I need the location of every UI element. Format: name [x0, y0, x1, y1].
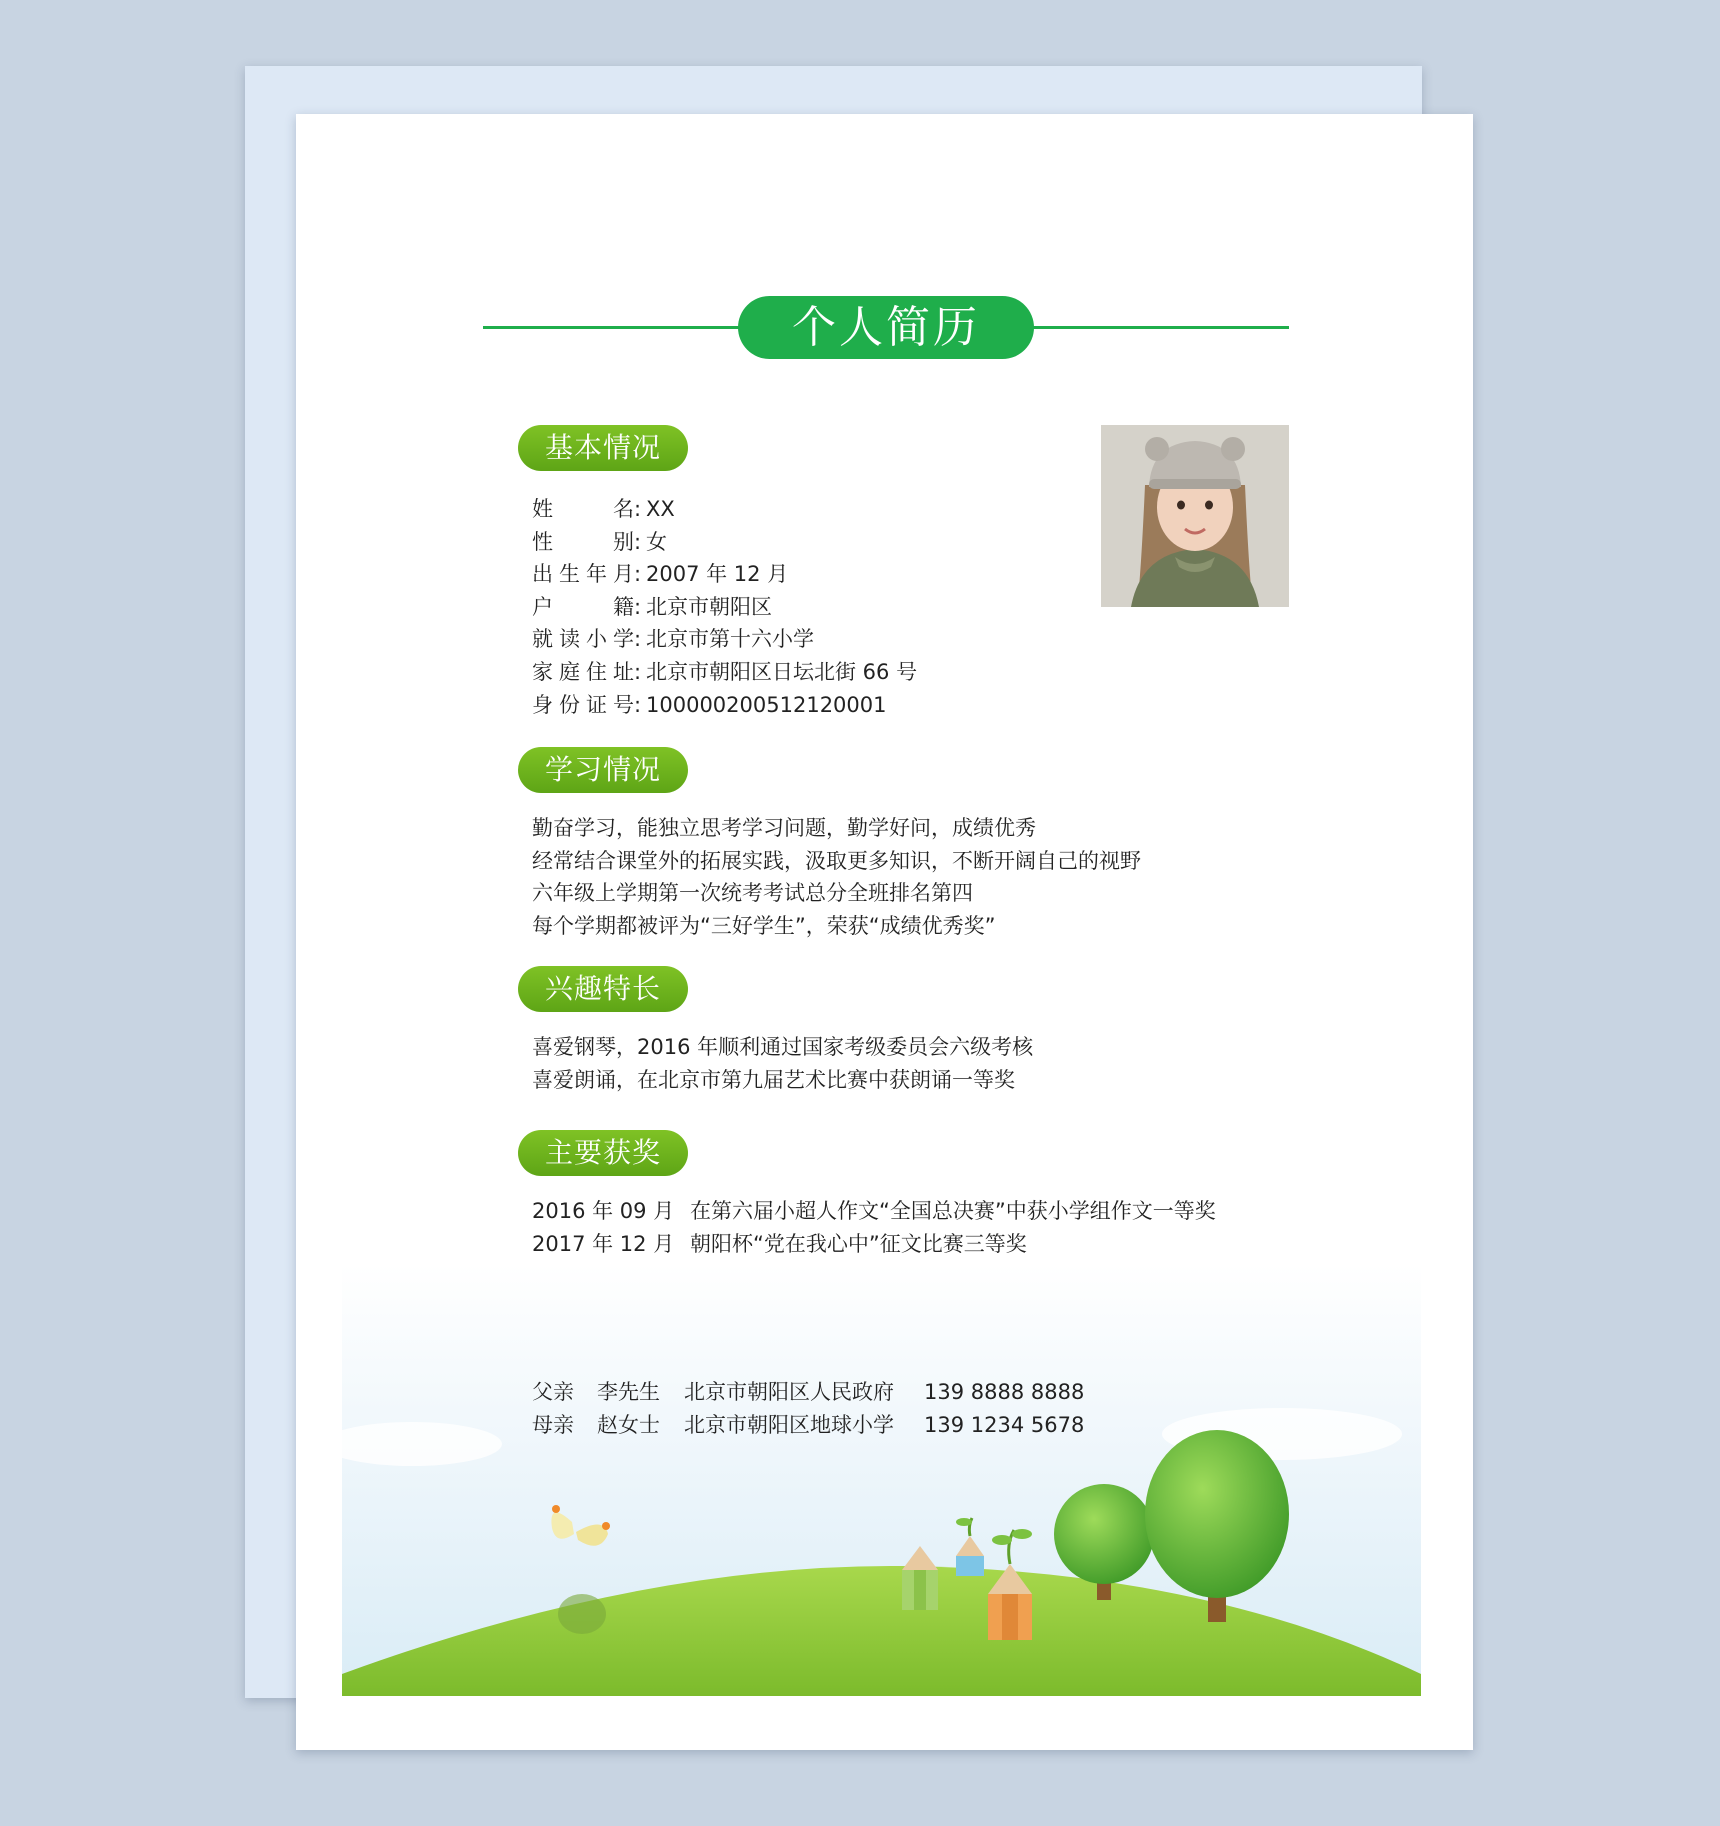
section-heading-study: 学习情况	[518, 747, 688, 793]
award-date: 2017 年 12 月	[532, 1231, 675, 1256]
field-label: 就读小学	[532, 627, 634, 652]
award-item	[532, 1228, 1216, 1261]
section-heading-hobby: 兴趣特长	[518, 966, 688, 1012]
basic-info-list	[532, 493, 917, 721]
field-value: 2007 年 12 月	[646, 562, 789, 587]
study-list	[532, 812, 1141, 942]
award-desc: 在第六届小超人作文“全国总决赛”中获小学组作文一等奖	[690, 1199, 1216, 1223]
basic-info-row: 出生年月 : 2007 年 12 月	[532, 558, 917, 591]
field-label: 姓名	[532, 497, 634, 521]
family-relation: 母亲	[532, 1412, 574, 1437]
family-relation: 父亲	[532, 1380, 574, 1404]
resume-title: 个人简历	[738, 296, 1034, 359]
family-name: 李先生	[597, 1380, 660, 1404]
section-heading-basic: 基本情况	[518, 425, 688, 471]
field-label: 身份证号	[532, 692, 634, 717]
family-name: 赵女士	[597, 1412, 660, 1437]
portrait-photo	[1101, 425, 1289, 607]
basic-info-row: 户籍 : 北京市朝阳区	[532, 591, 917, 624]
basic-info-row: 姓名 : XX	[532, 493, 917, 526]
field-value: 女	[646, 529, 667, 554]
hobby-list	[532, 1031, 1033, 1096]
award-date: 2016 年 09 月	[532, 1199, 675, 1223]
field-label: 户籍	[532, 594, 634, 619]
family-member	[532, 1376, 1084, 1409]
study-line: 经常结合课堂外的拓展实践，汲取更多知识，不断开阔自己的视野	[532, 848, 1141, 873]
family-phone: 139 8888 8888	[924, 1380, 1085, 1404]
family-member	[532, 1409, 1084, 1442]
field-label: 家庭住址	[532, 659, 634, 684]
study-line: 勤奋学习，能独立思考学习问题，勤学好问，成绩优秀	[532, 816, 1036, 840]
section-heading-awards: 主要获奖	[518, 1130, 688, 1176]
basic-info-row: 身份证号 : 100000200512120001	[532, 689, 917, 722]
family-list	[532, 1376, 1084, 1441]
grass-hill-illustration	[342, 1264, 1421, 1696]
hobby-line: 喜爱钢琴，2016 年顺利通过国家考级委员会六级考核	[532, 1035, 1034, 1059]
study-line: 六年级上学期第一次统考考试总分全班排名第四	[532, 881, 973, 906]
family-workplace: 北京市朝阳区地球小学	[684, 1412, 894, 1437]
photo-portrait	[1101, 425, 1289, 607]
field-value: 100000200512120001	[646, 692, 887, 717]
field-label: 性别	[532, 529, 634, 554]
field-value: 北京市第十六小学	[646, 627, 814, 652]
basic-info-row: 就读小学 : 北京市第十六小学	[532, 623, 917, 656]
basic-info-row: 性别 : 女	[532, 526, 917, 559]
hobby-line: 喜爱朗诵，在北京市第九届艺术比赛中获朗诵一等奖	[532, 1067, 1015, 1092]
award-item	[532, 1195, 1216, 1228]
grass-hill	[342, 1264, 1421, 1696]
award-desc: 朝阳杯“党在我心中”征文比赛三等奖	[690, 1231, 1027, 1256]
family-workplace: 北京市朝阳区人民政府	[684, 1380, 894, 1404]
field-value: XX	[646, 497, 675, 521]
resume-page	[296, 114, 1473, 1750]
family-phone: 139 1234 5678	[924, 1412, 1085, 1437]
field-label: 出生年月	[532, 562, 634, 587]
basic-info-row: 家庭住址 : 北京市朝阳区日坛北街 66 号	[532, 656, 917, 689]
field-value: 北京市朝阳区日坛北街 66 号	[646, 659, 918, 684]
study-line: 每个学期都被评为“三好学生”，荣获“成绩优秀奖”	[532, 913, 996, 938]
field-value: 北京市朝阳区	[646, 594, 772, 619]
